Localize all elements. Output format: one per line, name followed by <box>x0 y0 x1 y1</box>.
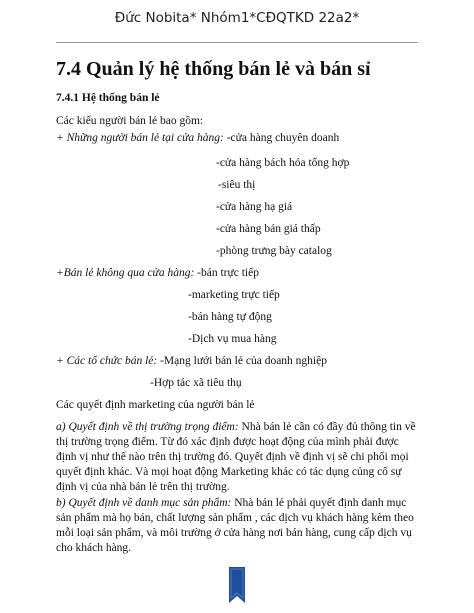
group2-line <box>56 267 259 279</box>
list-item: -Hợp tác xã tiêu thụ <box>150 377 242 389</box>
group2-first-item: -bán trực tiếp <box>194 267 259 279</box>
page-header: Đức Nobita* Nhóm1*CĐQTKD 22a2* <box>114 10 360 26</box>
header-divider <box>56 42 418 43</box>
list-item: -cửa hàng bách hóa tổng hợp <box>216 157 350 169</box>
intro-text: Các kiểu người bán lẻ bao gồm: <box>56 115 204 127</box>
list-item: -siêu thị <box>218 179 256 191</box>
bookmark-icon <box>229 567 245 603</box>
paragraph-a-label: a) Quyết định về thị trường trọng điểm: <box>56 421 239 433</box>
list-item: -cửa hàng hạ giá <box>216 201 293 213</box>
section-title: 7.4 Quản lý hệ thống bán lẻ và bán sỉ <box>56 58 371 80</box>
group2-label: +Bán lẻ không qua cửa hàng: <box>56 267 195 279</box>
group3-line <box>56 355 327 367</box>
paragraph-b-text: Nhà bán lẻ phải quyết định danh mục sản phẩm mà họ bán, chất lượng sản phẩm , các dịch vụ khách hàng kèm theo mỗi loại sản phẩm, và môi trường ở cửa hàng nơi bán hàng, cung cấp dịch vụ cho khách hàng. <box>56 497 414 554</box>
paragraph-a-text: Nhà bán lẻ cần có đầy đủ thông tin về thị trường trọng điểm. Từ đó xác định được hoạt động của mình phải được định vị như thế nào trên thị trường đó. Quyết định về định vị sẽ chi phối mọi quyết định khác. Và mọi hoạt động Marketing khác có tác dụng củng cố sự định vị của nhà bán lẻ trên thị trường. <box>56 421 416 493</box>
subsection-title: 7.4.1 Hệ thống bán lẻ <box>56 92 160 104</box>
group1-label: + Những người bán lẻ tại cửa hàng: <box>56 132 224 144</box>
list-item: -phòng trưng bày catalog <box>216 245 332 257</box>
paragraph-b-label: b) Quyết định về danh mục sản phẩm: <box>56 497 232 509</box>
group1-first-item: -cửa hàng chuyên doanh <box>223 132 340 144</box>
group3-first-item: -Mạng lưới bán lẻ của doanh nghiệp <box>157 355 327 367</box>
list-item: -cửa hàng bán giá thấp <box>216 223 321 235</box>
group1-line <box>56 132 339 144</box>
paragraph-a <box>56 420 418 495</box>
list-item: -marketing trực tiếp <box>188 289 280 301</box>
group3-label: + Các tổ chức bán lẻ: <box>56 355 158 367</box>
paragraph-b <box>56 496 418 556</box>
decisions-intro: Các quyết định marketing của người bán lẻ <box>56 399 255 411</box>
list-item: -bán hàng tự động <box>188 311 272 323</box>
list-item: -Dịch vụ mua hàng <box>188 333 277 345</box>
